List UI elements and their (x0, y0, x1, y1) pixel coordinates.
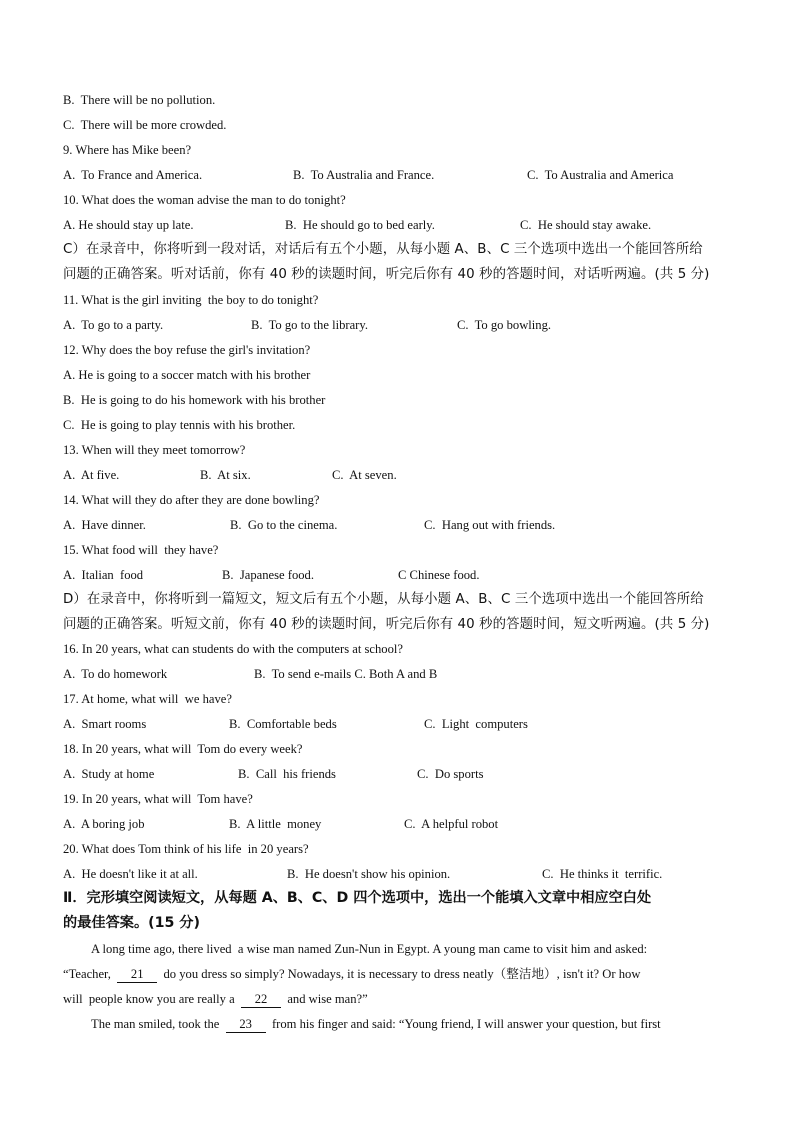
question-17: 17. At home, what will we have? (63, 692, 232, 706)
question-9: 9. Where has Mike been? (63, 143, 192, 157)
option-c: C. Do sports (417, 767, 484, 781)
passage-text: The man smiled, took the (91, 1017, 226, 1031)
passage-text: will people know you are really a (63, 992, 242, 1006)
option-a: A. At five. (63, 468, 120, 482)
option-b: B. Call his friends (238, 767, 336, 781)
option-c: C. A helpful robot (404, 817, 499, 831)
option-a: A. He is going to a soccer match with his brother (63, 368, 311, 382)
option-c: C. Hang out with friends. (424, 518, 556, 532)
option-b: B. He doesn't show his opinion. (287, 867, 451, 881)
option-a: A. To France and America. (63, 168, 203, 182)
passage-text: do you dress so simply? Nowadays, it is necessary to dress neatly（整洁地）, isn't it? Or how (157, 967, 641, 981)
option-a: A. He doesn't like it at all. (63, 867, 198, 881)
question-10: 10. What does the woman advise the man to do tonight? (63, 193, 346, 207)
option-b: B. He should go to bed early. (285, 218, 435, 232)
option-b-and-c: B. To send e-mails C. Both A and B (254, 667, 438, 681)
section-c-instructions: C）在录音中，你将听到一段对话，对话后有五个小题，从每小题 A、B、C 三个选项中选出一个能回答所给 (63, 242, 703, 257)
section-2-title: Ⅱ．完形填空阅读短文，从每题 A、B、C、D 四个选项中，选出一个能填入文章中相应空白处 (63, 890, 652, 906)
option-b: B. Go to the cinema. (230, 518, 338, 532)
option-a: A. Italian food (63, 568, 144, 582)
passage-line (63, 991, 368, 1008)
passage-line: A long time ago, there lived a wise man named Zun-Nun in Egypt. A young man came to visit him and asked: (91, 942, 648, 956)
option-c: C. He should stay awake. (520, 218, 652, 232)
option-a: A. Study at home (63, 767, 155, 781)
section-2-title: 的最佳答案。(15 分) (63, 915, 200, 931)
question-18: 18. In 20 years, what will Tom do every week? (63, 742, 303, 756)
option-c: C. At seven. (332, 468, 397, 482)
option-c: C. He thinks it terrific. (542, 867, 663, 881)
blank-22[interactable]: 22 (241, 991, 281, 1008)
question-12: 12. Why does the boy refuse the girl's invitation? (63, 343, 311, 357)
option-c: C. Light computers (424, 717, 528, 731)
option-b: B. A little money (229, 817, 322, 831)
passage-text: and wise man?” (281, 992, 368, 1006)
question-13: 13. When will they meet tomorrow? (63, 443, 246, 457)
option-a: A. Have dinner. (63, 518, 146, 532)
passage-text: from his finger and said: “Young friend, I will answer your question, but first (265, 1017, 661, 1031)
section-d-instructions: 问题的正确答案。听短文前，你有 40 秒的读题时间，听完后你有 40 秒的答题时间，短文听两遍。(共 5 分) (63, 617, 710, 632)
option-a: A. Smart rooms (63, 717, 147, 731)
question-16: 16. In 20 years, what can students do with the computers at school? (63, 642, 403, 656)
question-14: 14. What will they do after they are done bowling? (63, 493, 320, 507)
question-15: 15. What food will they have? (63, 543, 219, 557)
option-b: B. To go to the library. (251, 318, 368, 332)
blank-21[interactable]: 21 (117, 966, 157, 983)
option-c: C Chinese food. (398, 568, 480, 582)
option-a: A. He should stay up late. (63, 218, 194, 232)
option-b: B. To Australia and France. (293, 168, 435, 182)
section-d-instructions: D）在录音中，你将听到一篇短文，短文后有五个小题，从每小题 A、B、C 三个选项中选出一个能回答所给 (63, 592, 704, 607)
option-b: B. At six. (200, 468, 251, 482)
passage-line (91, 1016, 661, 1033)
question-20: 20. What does Tom think of his life in 20 years? (63, 842, 309, 856)
option-b: B. Comfortable beds (229, 717, 337, 731)
passage-text: “Teacher, (63, 967, 118, 981)
option-a: A. To go to a party. (63, 318, 164, 332)
option-b: B. He is going to do his homework with his brother (63, 393, 326, 407)
question-19: 19. In 20 years, what will Tom have? (63, 792, 253, 806)
option-line: C. There will be more crowded. (63, 118, 227, 132)
option-b: B. Japanese food. (222, 568, 314, 582)
option-c: C. To Australia and America (527, 168, 674, 182)
option-a: A. A boring job (63, 817, 145, 831)
option-c: C. To go bowling. (457, 318, 552, 332)
option-a: A. To do homework (63, 667, 168, 681)
option-c: C. He is going to play tennis with his brother. (63, 418, 296, 432)
option-line: B. There will be no pollution. (63, 93, 216, 107)
blank-23[interactable]: 23 (226, 1016, 266, 1033)
passage-line (63, 966, 640, 983)
question-11: 11. What is the girl inviting the boy to do tonight? (63, 293, 319, 307)
section-c-instructions: 问题的正确答案。听对话前，你有 40 秒的读题时间，听完后你有 40 秒的答题时间，对话听两遍。(共 5 分) (63, 267, 710, 282)
